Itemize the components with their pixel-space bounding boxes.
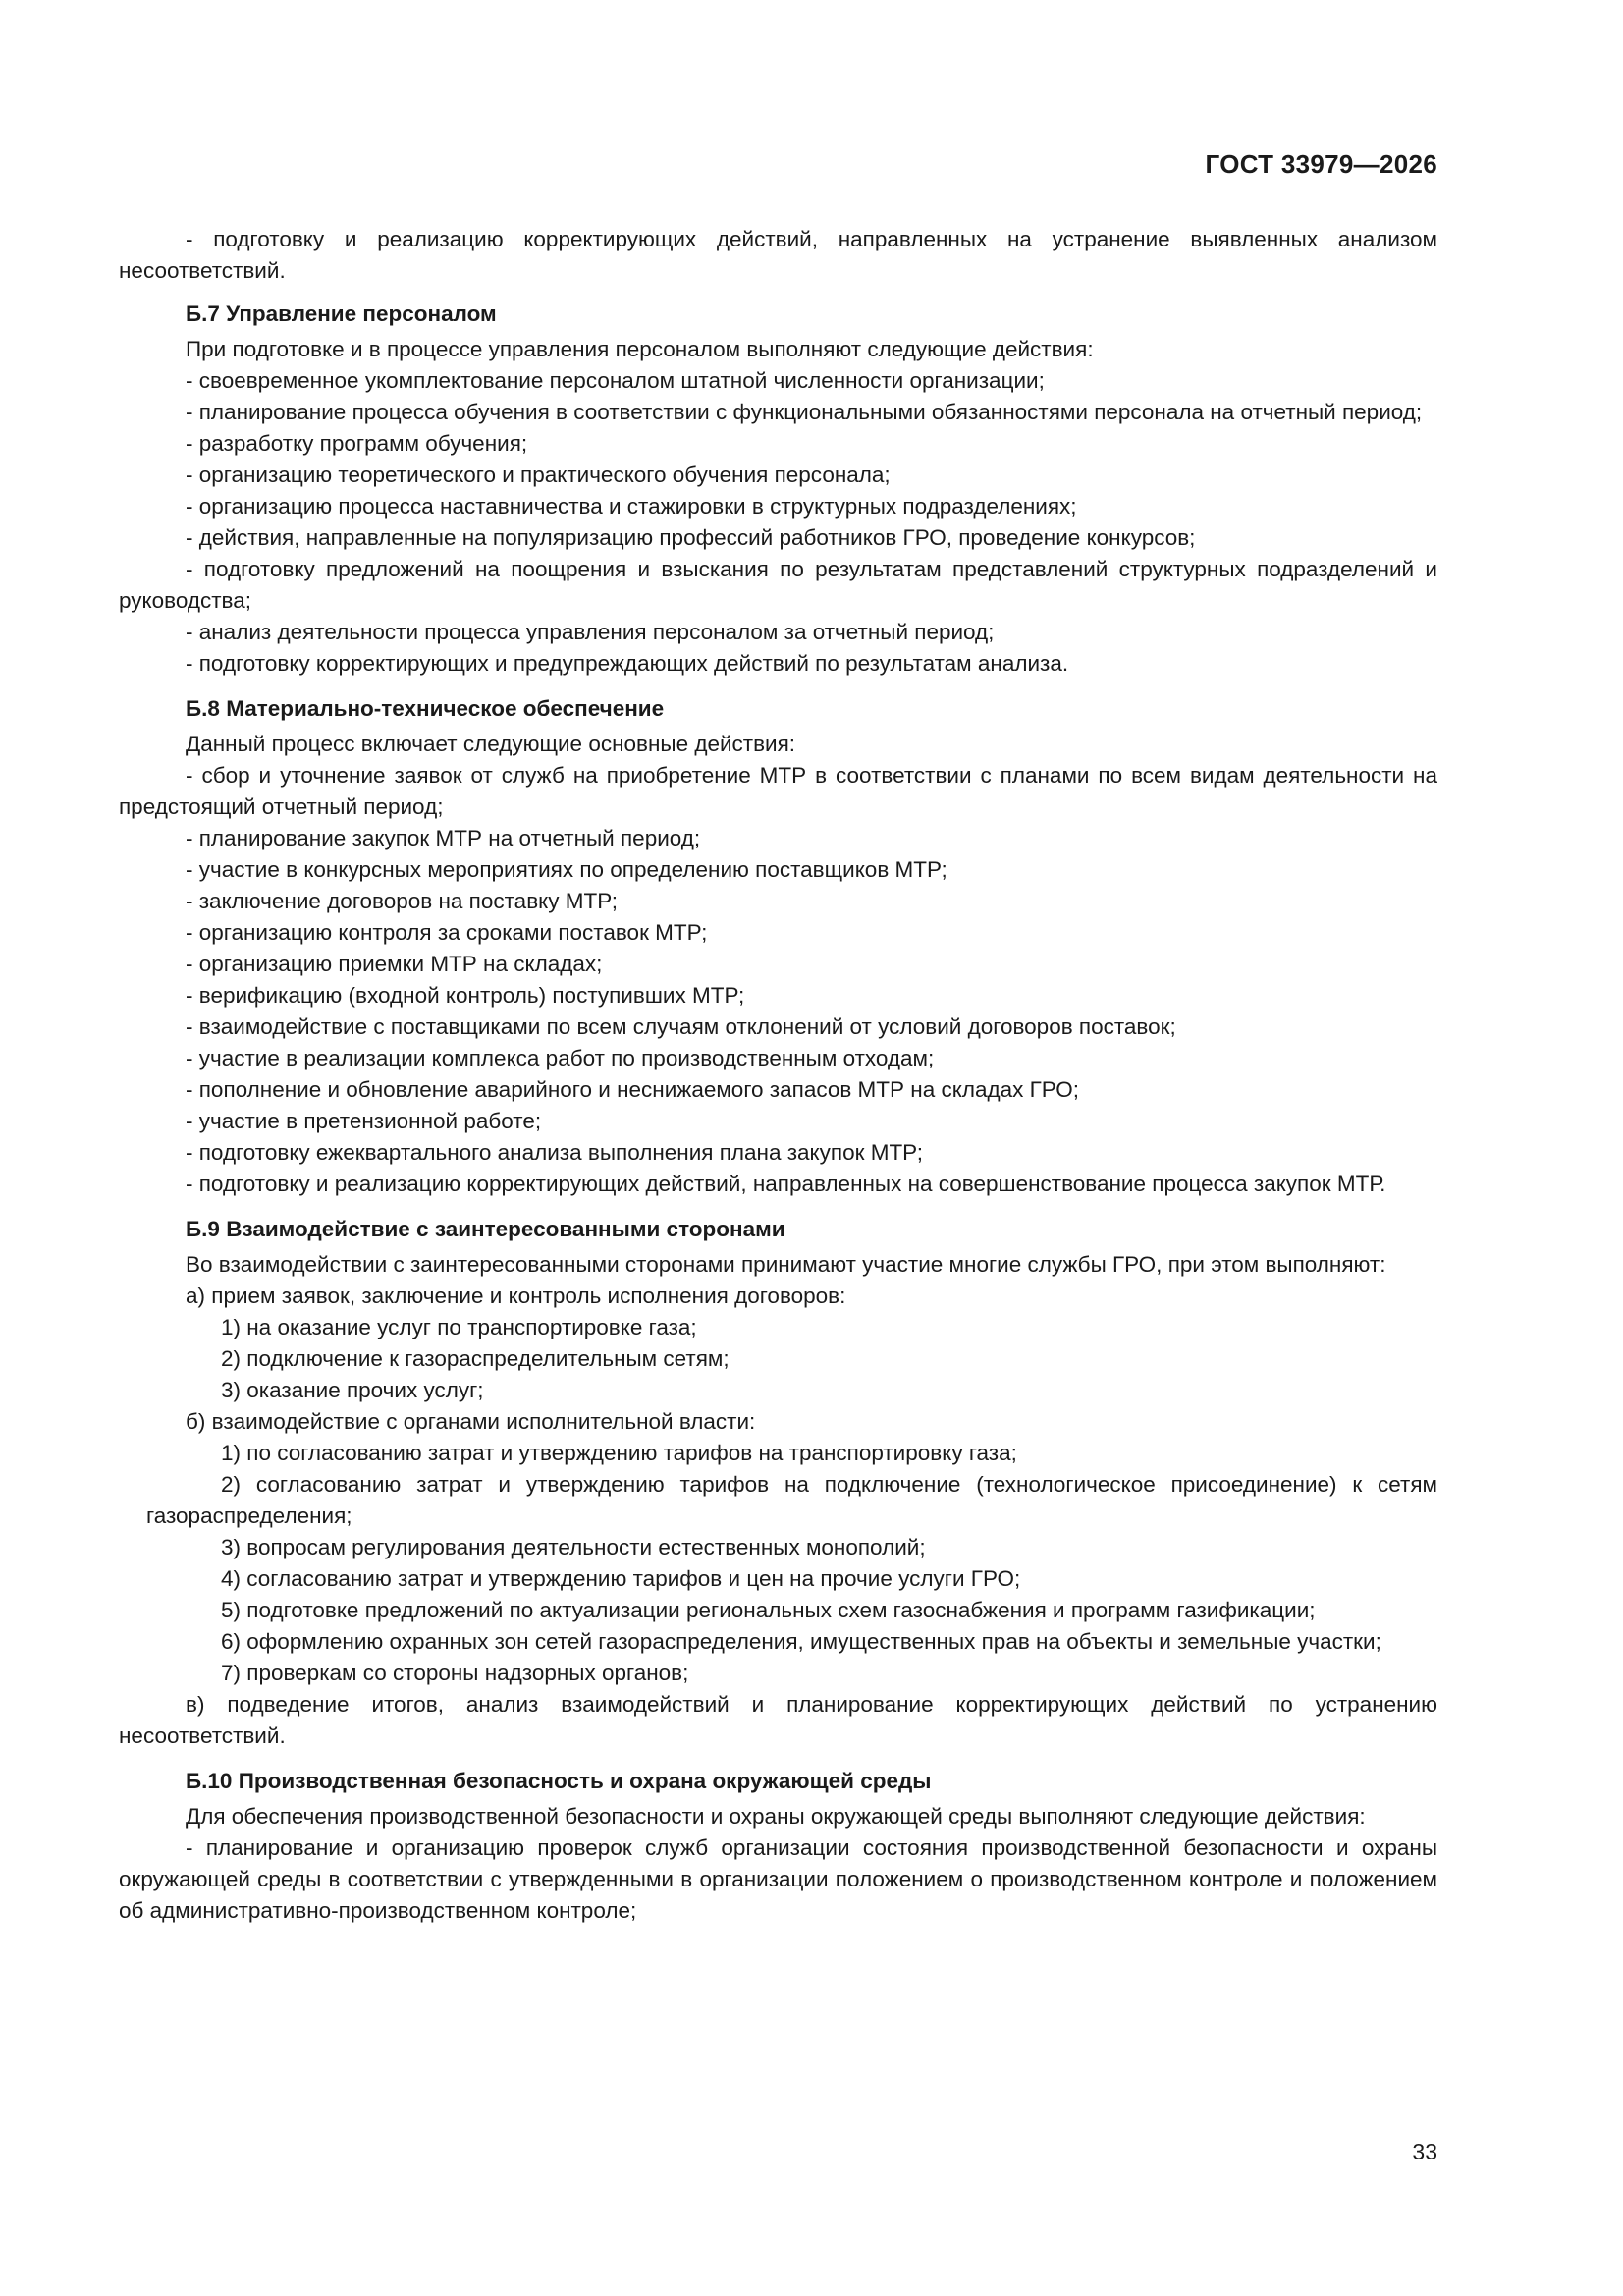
- sub-list-item: 6) оформлению охранных зон сетей газораспределения, имущественных прав на объекты и земельные участки;: [221, 1629, 1381, 1654]
- list-item: - подготовку предложений на поощрения и взыскания по результатам представлений структурных подразделений и руководства;: [119, 557, 1437, 613]
- section-heading-b8: Б.8 Материально-техническое обеспечение: [186, 696, 665, 721]
- document-code-header: ГОСТ 33979—2026: [1205, 149, 1437, 179]
- list-item: - организацию приемки МТР на складах;: [186, 952, 603, 976]
- sub-list-item: 2) подключение к газораспределительным сетям;: [221, 1346, 730, 1371]
- sub-list-item: 3) вопросам регулирования деятельности естественных монополий;: [221, 1535, 926, 1559]
- list-item: - планирование закупок МТР на отчетный период;: [186, 826, 701, 850]
- list-item: - взаимодействие с поставщиками по всем случаям отклонений от условий договоров поставок;: [186, 1014, 1176, 1039]
- list-item: - организацию процесса наставничества и стажировки в структурных подразделениях;: [186, 494, 1077, 519]
- section-lead: Данный процесс включает следующие основные действия:: [186, 732, 796, 756]
- list-item: - подготовку и реализацию корректирующих действий, направленных на совершенствование процесса закупок МТР.: [186, 1172, 1386, 1196]
- section-lead: Для обеспечения производственной безопасности и охраны окружающей среды выполняют следующие действия:: [186, 1804, 1366, 1829]
- sub-list-item: 3) оказание прочих услуг;: [221, 1378, 484, 1402]
- sub-list-item: 4) согласованию затрат и утверждению тарифов и цен на прочие услуги ГРО;: [221, 1566, 1021, 1591]
- list-item: - сбор и уточнение заявок от служб на приобретение МТР в соответствии с планами по всем видам деятельности на предстоящий отчетный период;: [119, 763, 1437, 819]
- list-item: - анализ деятельности процесса управления персоналом за отчетный период;: [186, 620, 995, 644]
- list-item: - планирование и организацию проверок служб организации состояния производственной безопасности и охраны окружающей среды в соответствии с утвержденными в организации положением о производственном контроле и положением об административно-производственном контроле;: [119, 1835, 1437, 1923]
- page-body: [119, 224, 1437, 1927]
- list-item: - заключение договоров на поставку МТР;: [186, 889, 618, 913]
- list-item-a: а) прием заявок, заключение и контроль исполнения договоров:: [186, 1284, 846, 1308]
- section-lead: При подготовке и в процессе управления персоналом выполняют следующие действия:: [186, 337, 1094, 361]
- section-heading-b9: Б.9 Взаимодействие с заинтересованными сторонами: [186, 1217, 785, 1241]
- list-item-b: б) взаимодействие с органами исполнительной власти:: [186, 1409, 756, 1434]
- list-item: - подготовку ежеквартального анализа выполнения плана закупок МТР;: [186, 1140, 923, 1165]
- list-item: - участие в конкурсных мероприятиях по определению поставщиков МТР;: [186, 857, 947, 882]
- list-item: - участие в претензионной работе;: [186, 1109, 542, 1133]
- list-item: - действия, направленные на популяризацию профессий работников ГРО, проведение конкурсов;: [186, 525, 1196, 550]
- section-heading-b7: Б.7 Управление персоналом: [186, 301, 497, 326]
- list-item: - разработку программ обучения;: [186, 431, 528, 456]
- list-item: - верификацию (входной контроль) поступивших МТР;: [186, 983, 745, 1008]
- paragraph: - подготовку и реализацию корректирующих действий, направленных на устранение выявленных анализом несоответствий.: [119, 227, 1437, 283]
- list-item: - участие в реализации комплекса работ по производственным отходам;: [186, 1046, 935, 1070]
- sub-list-item: 1) на оказание услуг по транспортировке газа;: [221, 1315, 697, 1339]
- sub-list-item: 2) согласованию затрат и утверждению тарифов на подключение (технологическое присоединение) к сетям газораспределения;: [146, 1472, 1437, 1528]
- sub-list-item: 5) подготовке предложений по актуализации региональных схем газоснабжения и программ газификации;: [221, 1598, 1316, 1622]
- list-item: - пополнение и обновление аварийного и неснижаемого запасов МТР на складах ГРО;: [186, 1077, 1080, 1102]
- list-item: - организацию контроля за сроками поставок МТР;: [186, 920, 708, 945]
- section-heading-b10: Б.10 Производственная безопасность и охрана окружающей среды: [186, 1769, 932, 1793]
- sub-list-item: 1) по согласованию затрат и утверждению тарифов на транспортировку газа;: [221, 1441, 1017, 1465]
- list-item: - подготовку корректирующих и предупреждающих действий по результатам анализа.: [186, 651, 1069, 676]
- page-number: 33: [1412, 2139, 1437, 2164]
- list-item: - своевременное укомплектование персоналом штатной численности организации;: [186, 368, 1045, 393]
- list-item: - планирование процесса обучения в соответствии с функциональными обязанностями персонала на отчетный период;: [186, 400, 1423, 424]
- sub-list-item: 7) проверкам со стороны надзорных органов;: [221, 1661, 689, 1685]
- section-lead: Во взаимодействии с заинтересованными сторонами принимают участие многие службы ГРО, при этом выполняют:: [186, 1252, 1386, 1277]
- list-item-v: в) подведение итогов, анализ взаимодействий и планирование корректирующих действий по устранению несоответствий.: [119, 1692, 1437, 1748]
- list-item: - организацию теоретического и практического обучения персонала;: [186, 463, 891, 487]
